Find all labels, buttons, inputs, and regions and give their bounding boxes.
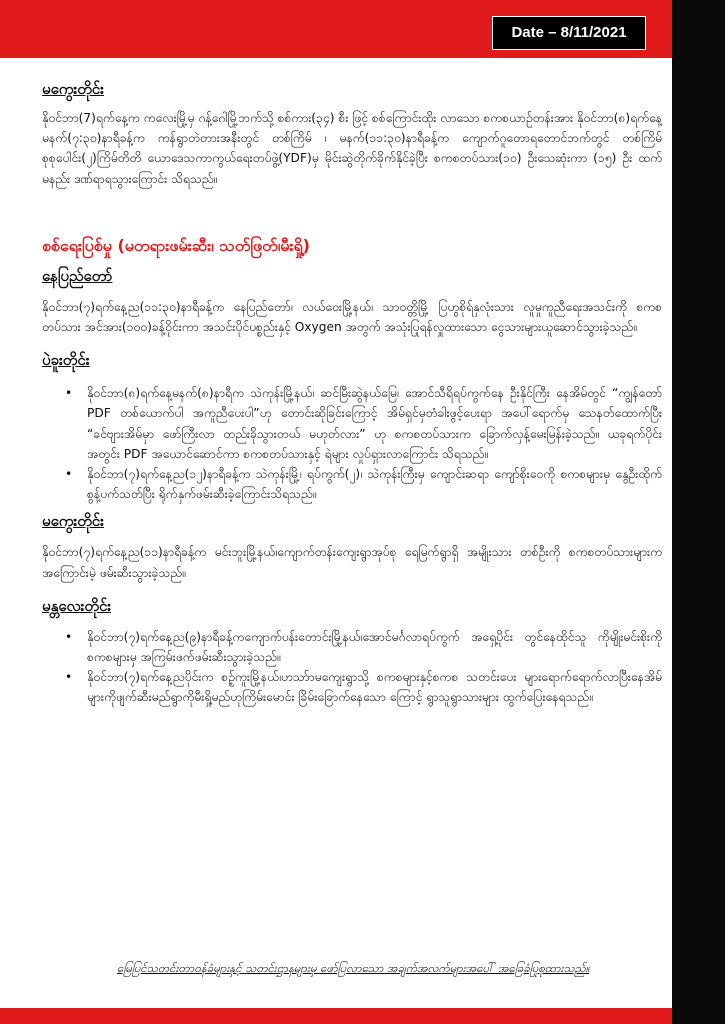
list-item-text: နိုဝင်ဘာ(၈)ရက်နေ့မနက်(၈)နာရီက သဲကုန်းမြို့နယ်၊ ဆင်မြီးဆွဲနယ်မြေ၊ အောင်သီရိရပ်ကွက်နေ ဦးနိုင်ကြီး နေအိမ်တွင် “ကျွန်တော် PDF တစ်ယောက်ပါ အကူညီပေးပါ”ဟု တောင်းဆိုခြင်းကြောင့် အိမ်ရှင်မှတံခါးဖွင့်ပေးရာ အပေါ်ရောက်မှ သေနတ်ထောက်ပြီး “ခင်ဗျားအိမ်မှာ ဖော်ကြီးလာ တည်းခိုသွားတယ် မဟုတ်လား” ဟု စကစတပ်သားက ခြောက်လှန့်မေးမြန်းခဲ့သည်။ ယခုရက်ပိုင်းအတွင်း PDF အယောင်ဆောင်ကာ စကစတပ်သားနှင့် ရဲများ လှုပ်ရှားလာကြောင်း သိရသည်။: [87, 386, 662, 461]
list-item-text: နိုဝင်ဘာ(၇)ရက်နေ့ည(၉)နာရီခန့်ကကျောက်ပန်းတောင်းမြို့နယ်၊အောင်မင်္ဂလာရပ်ကွက် အရှေ့ပိုင်း တွင်နေထိုင်သူ ကိုမျိုးမင်းစိုးကို စကစများမှ အကြမ်းဖက်ဖမ်းဆီးသွားခဲ့သည်။: [87, 629, 662, 665]
section-heading-magway-2: မကွေးတိုင်း: [42, 512, 104, 531]
list-item-text: နိုဝင်ဘာ(၇)ရက်နေ့ညပိုင်းက စဉ့်ကူးမြို့နယ်၊ဟသာ်ာမကျေးရွာသို့ စကစများနှင့်စကစ သတင်းပေး များရောက်ရောက်လာပြီးနေအိမ်များကိုဖျက်ဆီးမည်ရွာကိုမီးရှို့မည်ဟုကြိမ်းမောင်း ခြိမ်းခြောက်နေသော ကြောင့် ရွာသူရွာသားများ ထွက်ပြေးနေရသည်။: [87, 670, 662, 705]
bullet-icon: •: [65, 670, 73, 685]
bago-list: [42, 383, 662, 504]
right-black-bar: [672, 0, 725, 1024]
date-label: Date – 8/11/2021: [492, 16, 646, 50]
section-heading-magway: မကွေးတိုင်း: [42, 80, 104, 98]
list-item: [65, 383, 662, 464]
paragraph-magway: နိုဝင်ဘာ(7)ရက်နေ့က ကလေးမြို့မှ ဂန့်ဂေါမြို့ဘက်သို့ စစ်ကား(၃၄) စီး ဖြင့် စစ်ကြောင်းထိုး လာသော စကစယာဉ်တန်းအား နိုဝင်ဘာ(၈)ရက်နေ့မနက်(၇:၃၀)နာရီခန့်က ကန်ရွာတဲတားအနီးတွင် တစ်ကြိမ် ၊ မနက်(၁၁:၃၀)နာရီခန့်က ကျောက်ဂူတောရတောင်ဘက်တွင် တစ်ကြိမ် စုစုပေါင်း(၂)ကြိမ်တိတိ ယောဒေသကာကွယ်ရေးတပ်ဖွဲ့(YDF)မှ မိုင်းဆွဲတိုက်ခိုက်နိုင်ခဲ့ပြီး စကစတပ်သား(၁၀) ဦးသေဆုံးကာ (၁၅) ဦး ထက်မနည်း ဒဏ်ရာရသွားကြောင်း သိရသည်။: [42, 111, 662, 186]
footer-red-bar: [0, 1008, 672, 1024]
mandalay-list: [42, 627, 662, 708]
section-heading-mandalay: မန္တလေးတိုင်း: [42, 596, 112, 615]
paragraph-magway-2: နိုဝင်ဘာ(၇)ရက်နေ့ည(၁၁)နာရီခန့်က မင်းဘူးမြို့နယ်၊ကျောက်တန်းကျေးရွာအုပ်စု ရေမြက်ရွာရှိ အမျိုးသား တစ်ဦးကို စကစတပ်သားများက အကြောင်းမဲ့ ဖမ်းဆီးသွားခဲ့သည်။: [42, 545, 662, 580]
list-item-text: နိုဝင်ဘာ(၇)ရက်နေ့ည(၁၂)နာရီခန့်က သဲကုန်းမြို့၊ ရပ်ကွက်(၂)၊ သဲကုန်းကြီးမှ ကျောင်းဆရာ ကျော်စိုးဝေကို စကစများမှ နွေဦးထိုက်စွန့်ပက်သတ်ပြီး ရိုက်နှက်ဖမ်းဆီးခဲ့ကြောင်းသိရသည်။: [87, 467, 662, 502]
report-body: [42, 78, 662, 708]
list-item: [65, 667, 662, 707]
paragraph-naypyitaw: နိုဝင်ဘာ(၇)ရက်နေ့ည(၁၁:၃၀)နာရီခန့်က နေပြည်တော်၊ လယ်ဝေးမြို့နယ်၊ သာဝတ္တိမြို့ ပြဟွစိုရ်နှလုံးသား လူမှုကူညီရေးအသင်းကို စကစတပ်သား အင်အား(၁၀၀)ခန့်ဝိုင်းကာ အသင်းပိုင်ပစ္စည်းနှင့် Oxygen အတွက် အသုံးပြုရန်လှူထားသော ငွေသားများယူဆောင်သွားခဲ့သည်။: [42, 299, 662, 335]
section-title-war-crimes: စစ်ရေးပြစ်မှု (မတရားဖမ်းဆီး၊ သတ်ဖြတ်၊မီးရှို့): [42, 235, 310, 255]
list-item: [65, 627, 662, 667]
bullet-icon: •: [65, 629, 73, 644]
bullet-icon: •: [65, 386, 73, 401]
bullet-icon: •: [65, 467, 73, 482]
list-item: [65, 464, 662, 504]
section-heading-bago: ပဲခူးတိုင်း: [42, 351, 90, 370]
footer-source-note: မြေပြင်သတင်းတာဝန်ခံများနှင့် သတင်းဌာနများမှ ဖော်ပြလာသော အချက်အလက်များအပေါ် အခြေခံပြုစုထားသည်။: [116, 961, 590, 975]
section-heading-naypyitaw: နေပြည်တော်: [42, 266, 113, 285]
